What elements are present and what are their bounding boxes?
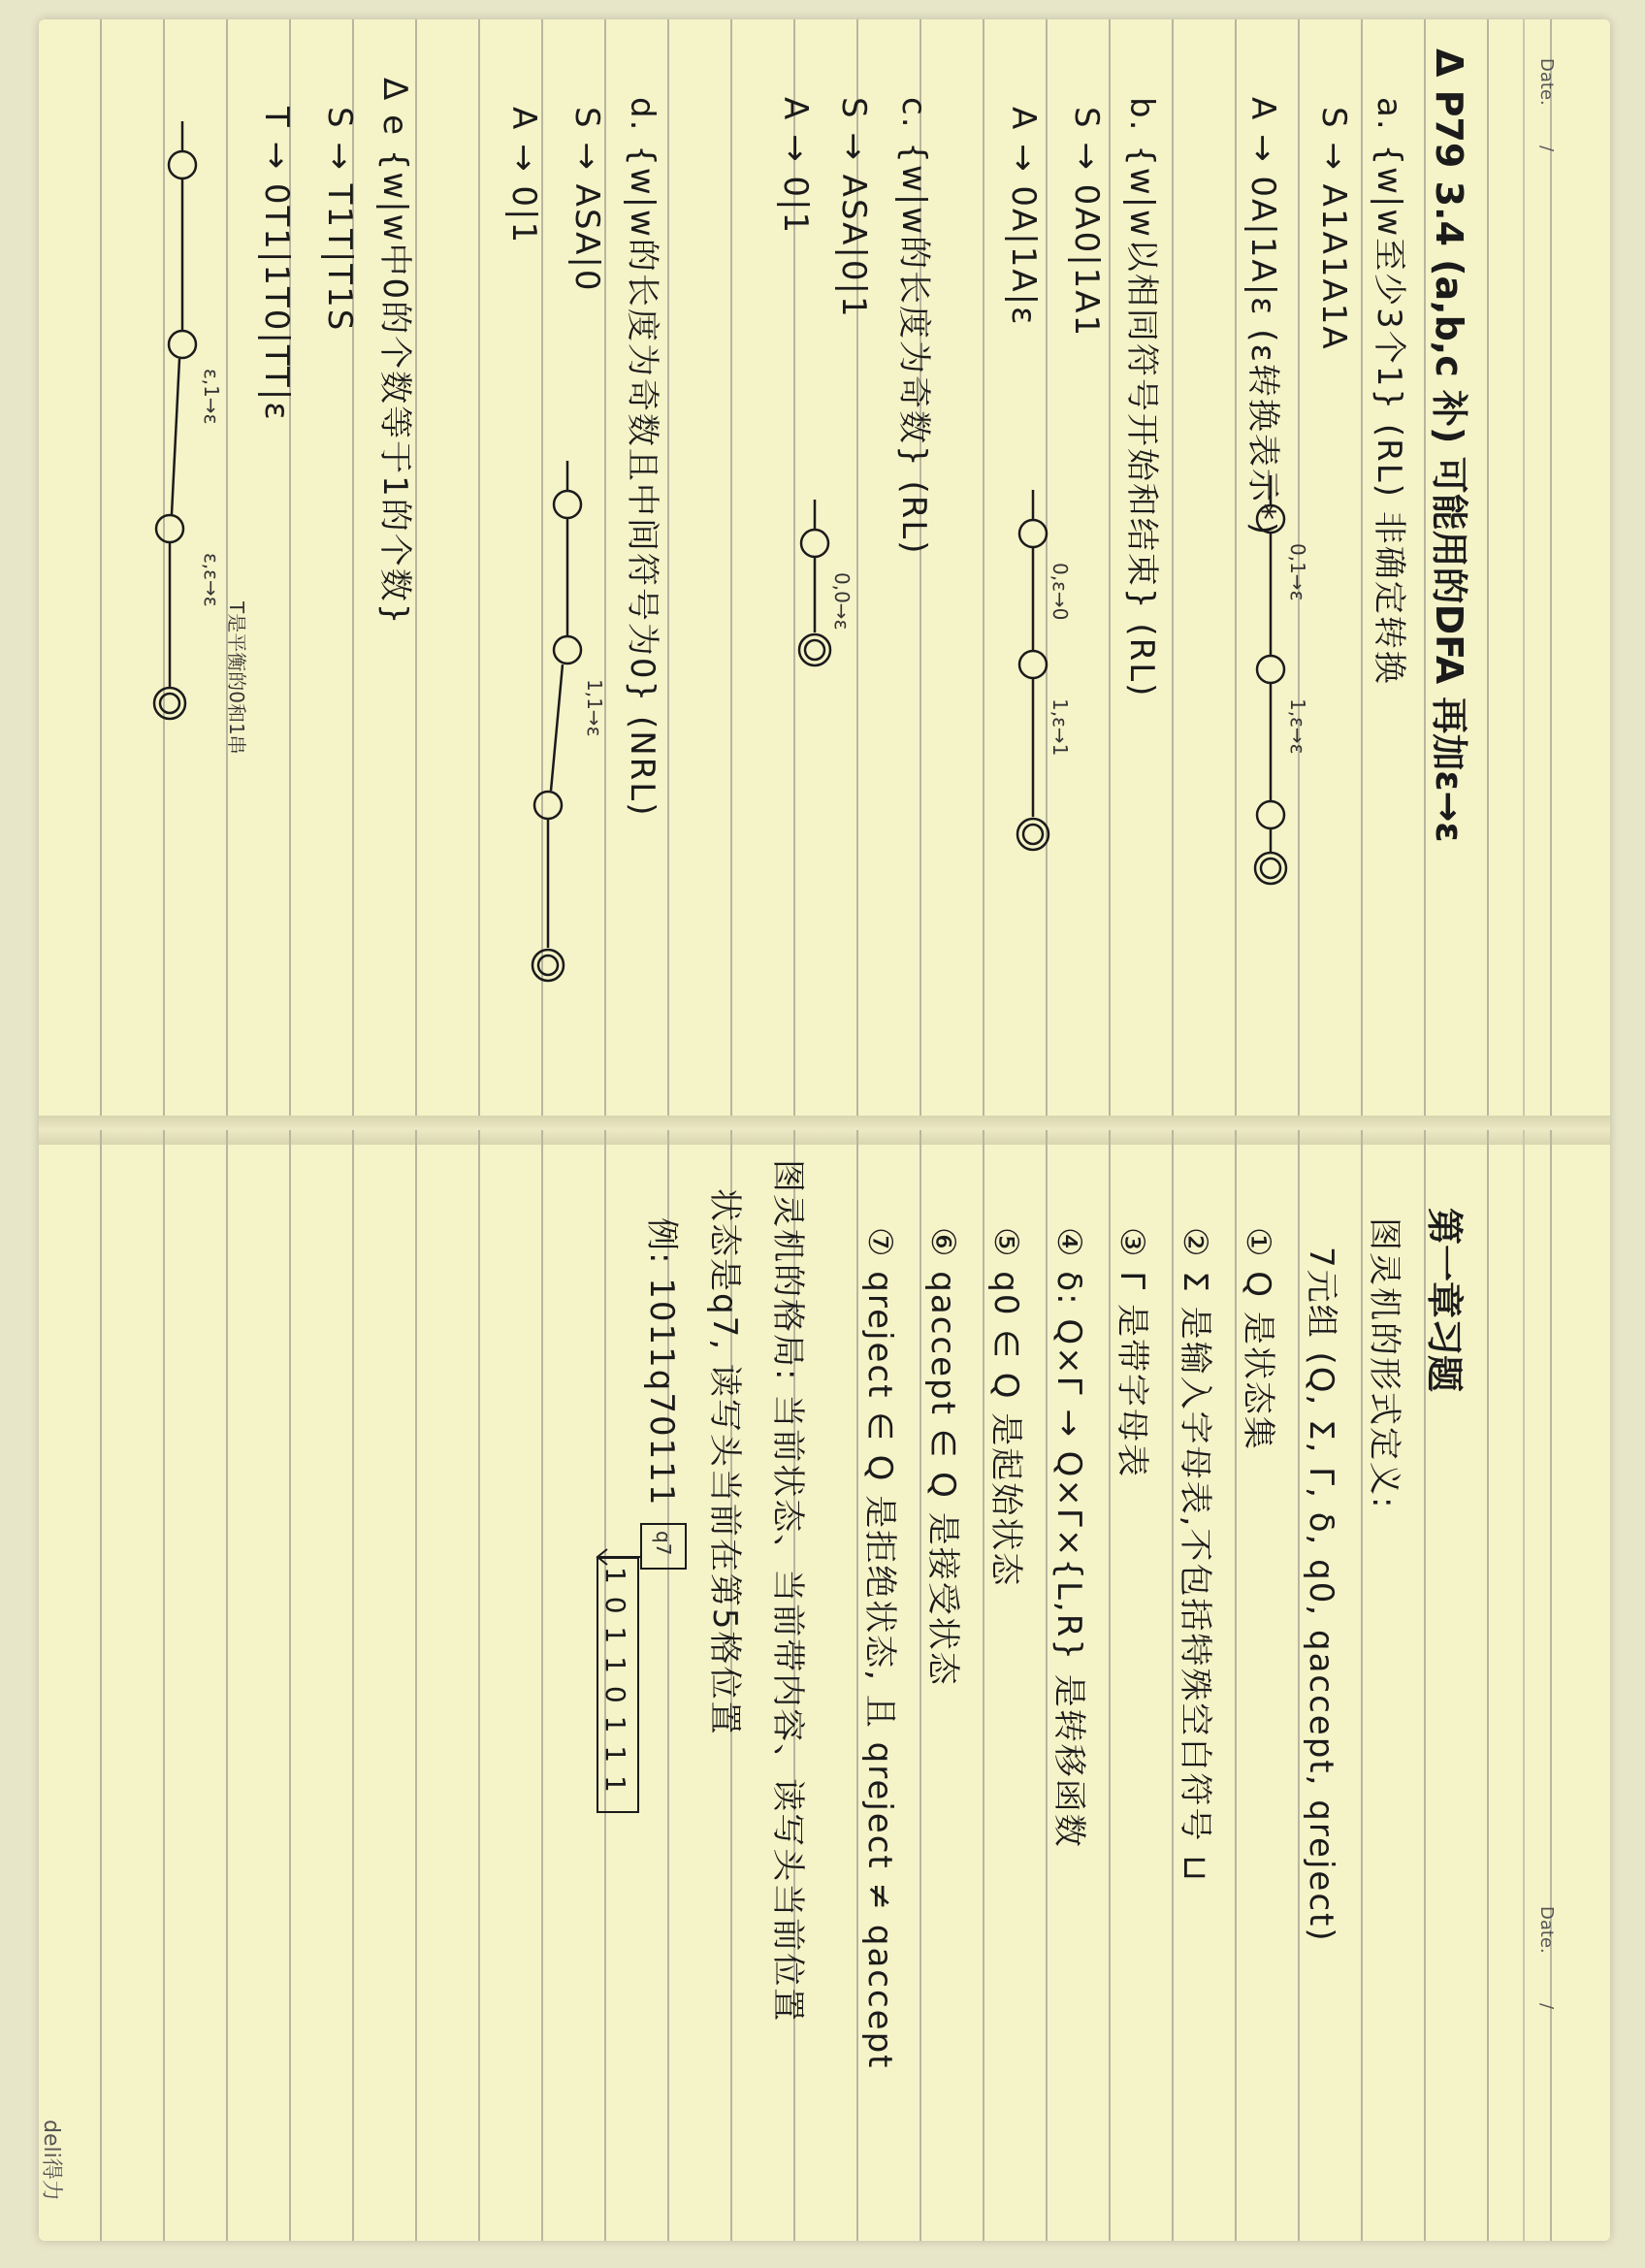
part-d-rule1: S → ASA|0 bbox=[567, 107, 606, 293]
tm-item-4: ④ δ: Q×Γ → Q×Γ×{L,R} 是转移函数 bbox=[1049, 1227, 1088, 1849]
state-a4-accept bbox=[1261, 859, 1280, 878]
part-a-title: a. {w|w至少3个1} (RL) 非确定转换 bbox=[1370, 97, 1408, 686]
tm-item-6: ⑥ qaccept ∈ Q 是接受状态 bbox=[923, 1227, 962, 1687]
tm-item-2: ② Σ 是输入字母表,不包括特殊空白符号 ⊔ bbox=[1176, 1227, 1214, 1883]
fsa-label-3: ε,ε→ε bbox=[200, 553, 223, 607]
brand-logo: deli得力 bbox=[39, 2120, 63, 2201]
part-c-rule1: S → ASA|0|1 bbox=[834, 97, 873, 319]
tape-head-label: q7 bbox=[652, 1531, 675, 1556]
part-b-rule2: A → 0A|1A|ε bbox=[1004, 107, 1043, 327]
part-a-rule1: S → A1A1A1A bbox=[1314, 107, 1353, 351]
date-label-bottom: Date. bbox=[1536, 1906, 1557, 1954]
state-d2 bbox=[554, 636, 581, 664]
tm-item-3: ③ Γ 是带字母表 bbox=[1113, 1227, 1151, 1479]
fsa-label-6: 0,0→ε bbox=[830, 572, 854, 631]
tm-def-tuple: 7元组 (Q, Σ, Γ, δ, q0, qaccept, qreject) bbox=[1302, 1247, 1340, 1943]
state-b3-accept bbox=[1023, 825, 1043, 844]
state-a3 bbox=[1257, 801, 1284, 828]
tm-item-1: ① Q 是状态集 bbox=[1239, 1227, 1277, 1451]
notebook bbox=[39, 19, 1610, 2241]
problem-heading: Δ P79 3.4 (a,b,c 补) 可能用的DFA 再加ε→ε bbox=[1428, 49, 1470, 843]
tm-item-5: ⑤ q0 ∈ Q 是起始状态 bbox=[986, 1227, 1025, 1588]
state-c2-accept bbox=[805, 640, 824, 660]
part-e-title: Δ e {w|w中0的个数等于1的个数} bbox=[375, 78, 414, 627]
fsa-label-0: 0,1→ε bbox=[1286, 543, 1309, 601]
fsa-label-4: 0,ε→0 bbox=[1048, 563, 1072, 621]
date-slash-bottom: / bbox=[1536, 2003, 1557, 2010]
state-e4-accept bbox=[160, 694, 179, 713]
top-page bbox=[39, 19, 1610, 1130]
part-b-title: b. {w|w以相同符号开始和结束} (RL) bbox=[1122, 97, 1161, 698]
bottom-page bbox=[39, 1130, 1610, 2241]
chapter-heading: 第一章习题 bbox=[1423, 1208, 1466, 1393]
part-e-rule2: T → 0T1|1T0|TT|ε bbox=[257, 107, 296, 422]
tape-arrow bbox=[592, 1538, 669, 1576]
state-b1 bbox=[1019, 520, 1047, 547]
tm-config-example: 例: 1011q70111 bbox=[642, 1217, 681, 1507]
state-d4-accept bbox=[538, 956, 558, 975]
state-e3 bbox=[156, 515, 183, 542]
fsa-label-2: ε,1→ε bbox=[200, 369, 223, 425]
part-d-title: d. {w|w的长度为奇数且中间符号为0} (NRL) bbox=[623, 97, 661, 818]
tm-def-title: 图灵机的形式定义: bbox=[1365, 1217, 1403, 1510]
part-d-rule2: A → 0|1 bbox=[504, 107, 543, 245]
tm-config-note: 状态是q7, 读写头当前在第5格位置 bbox=[705, 1188, 744, 1736]
part-b-rule1: S → 0A0|1A1 bbox=[1067, 107, 1106, 339]
part-c-rule2: A → 0|1 bbox=[776, 97, 815, 236]
part-c-title: c. {w|w的长度为奇数} (RL) bbox=[894, 97, 933, 556]
tm-item-7: ⑦ qreject ∈ Q 是拒绝状态, 且 qreject ≠ qaccept bbox=[860, 1227, 899, 2070]
tape bbox=[597, 1557, 639, 1813]
state-a2 bbox=[1257, 656, 1284, 683]
part-e-note: T是平衡的0和1串 bbox=[225, 601, 248, 755]
date-slash-top: / bbox=[1536, 146, 1557, 152]
fsa-label-1: 1,ε→ε bbox=[1286, 698, 1309, 755]
state-b2 bbox=[1019, 651, 1047, 678]
date-label-top: Date. bbox=[1536, 58, 1557, 106]
state-e1 bbox=[169, 151, 196, 178]
fsa-label-5: 1,ε→1 bbox=[1048, 698, 1072, 757]
state-c1 bbox=[801, 530, 828, 557]
tape-cells: 1 0 1 1 0 1 1 1 bbox=[599, 1567, 631, 1795]
part-e-rule1: S → T1T|T1S bbox=[320, 107, 359, 333]
state-e2 bbox=[169, 331, 196, 358]
state-d3 bbox=[534, 792, 562, 819]
part-a-rule2: A → 0A|1A|ε (ε转换表示*) bbox=[1243, 97, 1282, 537]
state-d1 bbox=[554, 491, 581, 518]
fsa-label-7: 1,1→ε bbox=[583, 679, 606, 737]
state-a1 bbox=[1257, 505, 1284, 533]
tm-config-title: 图灵机的格局: 当前状态、当前带内容、读写头当前位置 bbox=[768, 1159, 807, 2024]
